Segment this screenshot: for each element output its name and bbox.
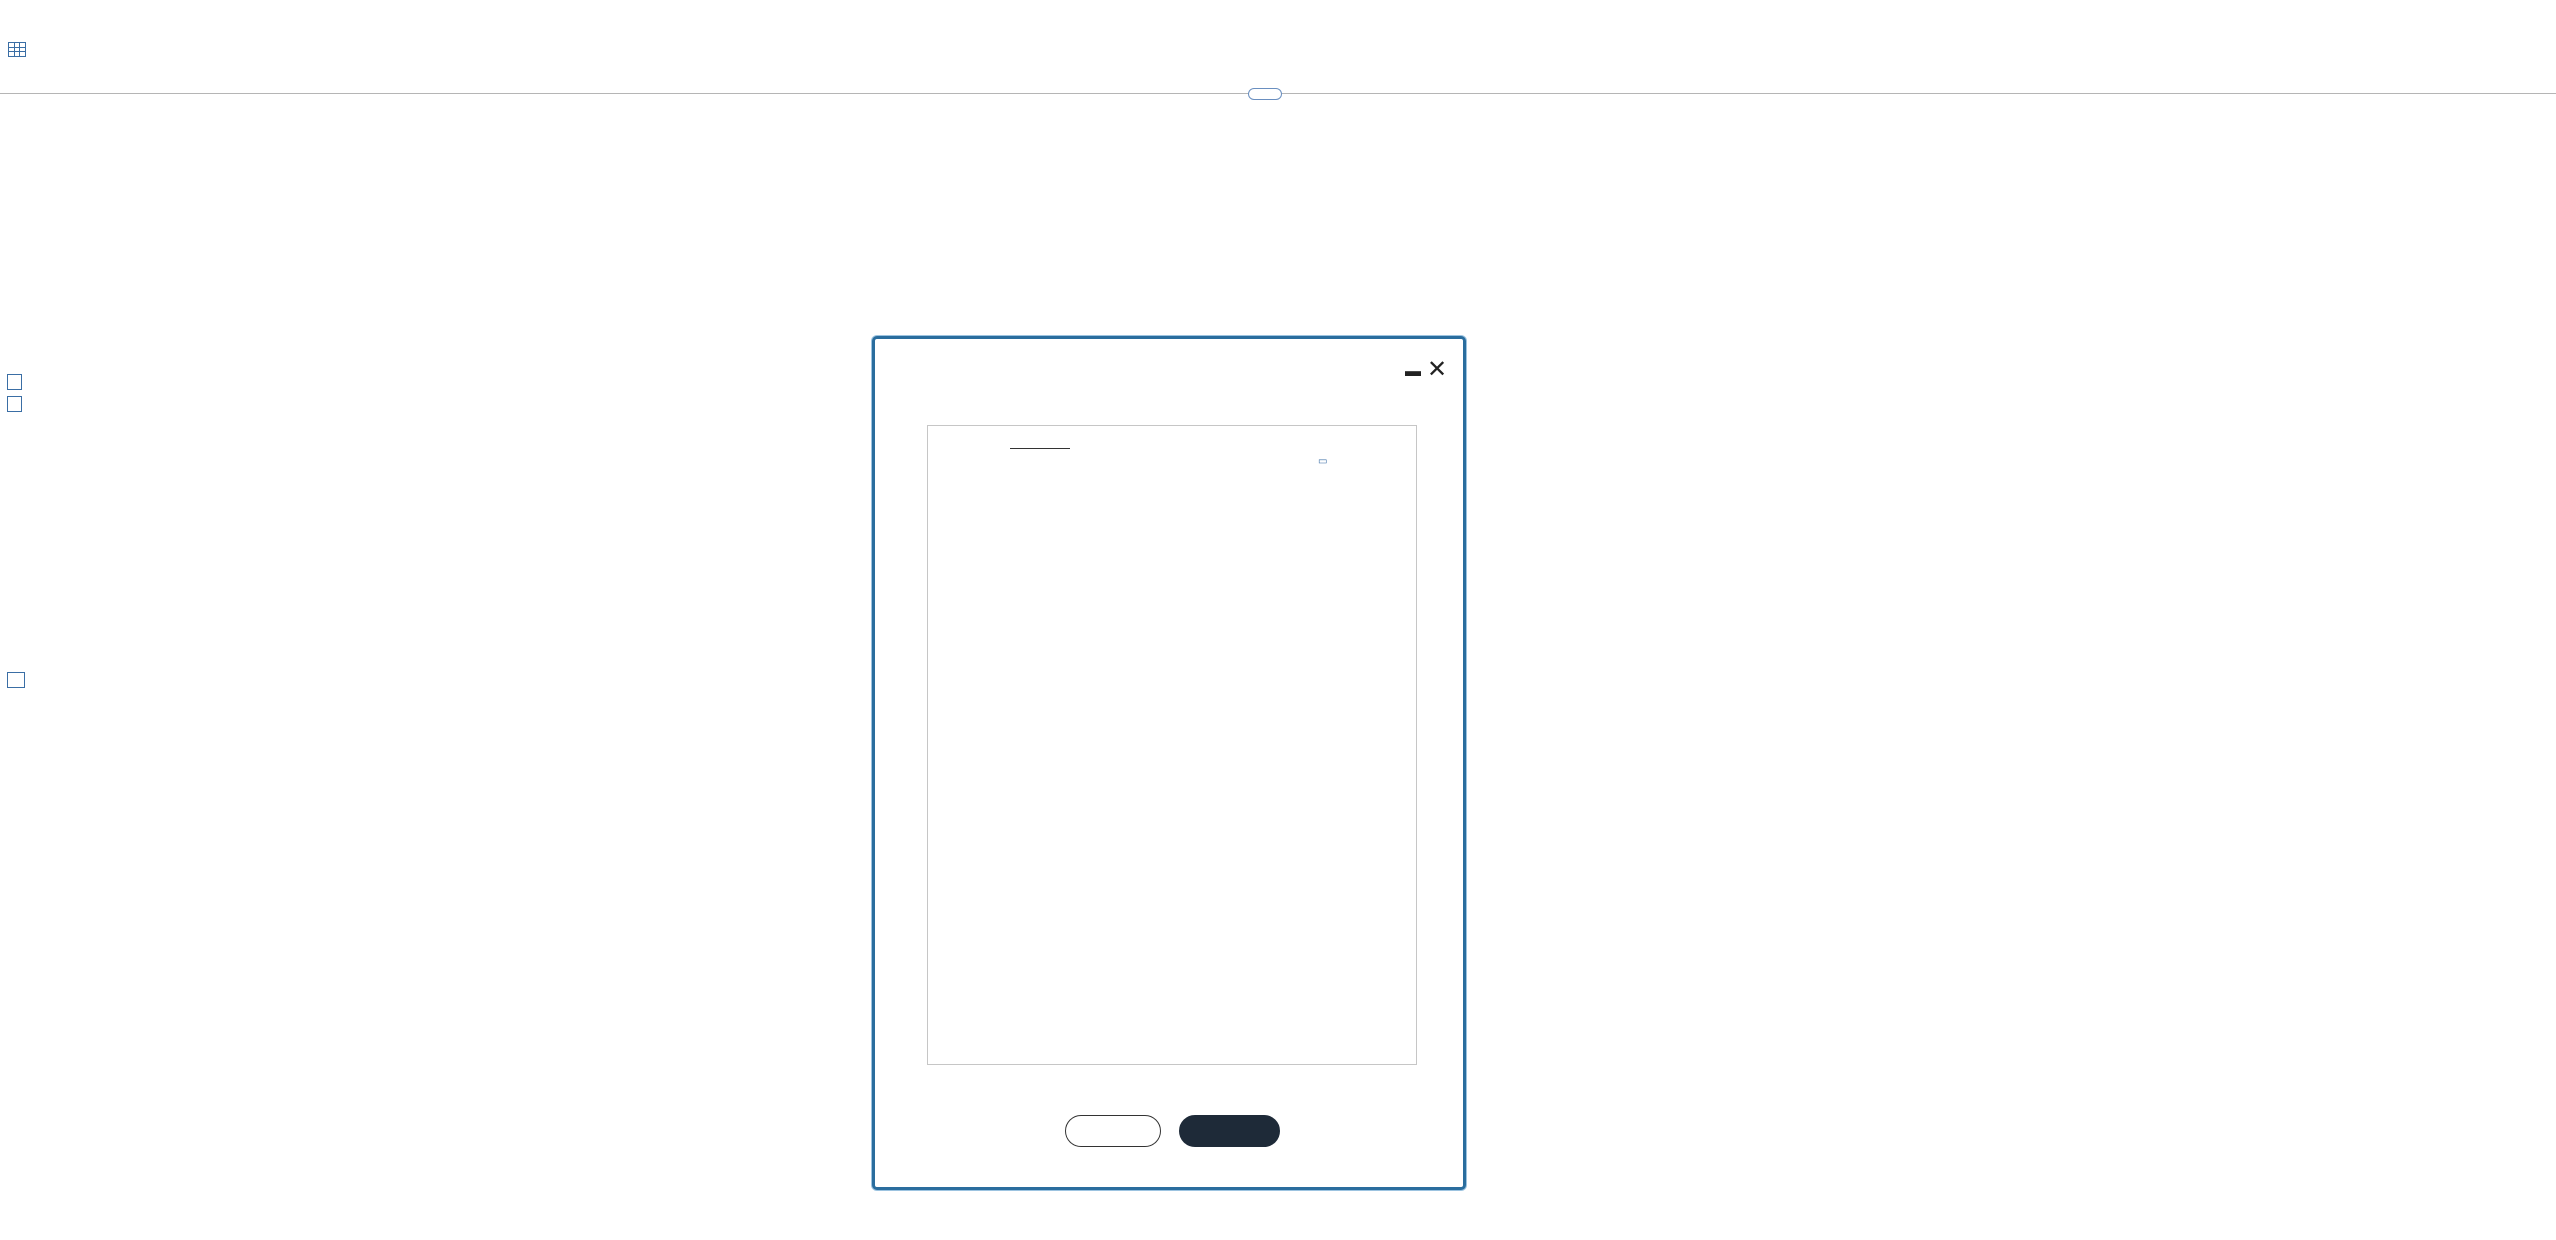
done-button[interactable] xyxy=(1179,1115,1280,1147)
b0-input[interactable] xyxy=(7,374,22,390)
col-salary-header xyxy=(1040,432,1070,449)
part-d-answer-row xyxy=(7,671,25,688)
table-icon[interactable] xyxy=(8,42,26,57)
copy-data-icon[interactable]: ▭ xyxy=(1318,456,1328,467)
data-table-box xyxy=(927,425,1417,1065)
print-button[interactable] xyxy=(1065,1115,1161,1147)
b0-row xyxy=(7,373,22,391)
minimize-icon[interactable]: ▬ xyxy=(1405,363,1421,380)
data-modal xyxy=(872,336,1466,1190)
col-tuition-header xyxy=(1010,432,1040,449)
data-table xyxy=(1010,432,1070,449)
close-icon[interactable]: ✕ xyxy=(1427,356,1448,383)
predicted-salary-input[interactable] xyxy=(7,672,25,688)
b1-input[interactable] xyxy=(7,396,22,412)
data-table-link[interactable] xyxy=(8,42,34,57)
b1-row xyxy=(7,395,22,413)
resize-handle[interactable] xyxy=(1248,88,1282,100)
